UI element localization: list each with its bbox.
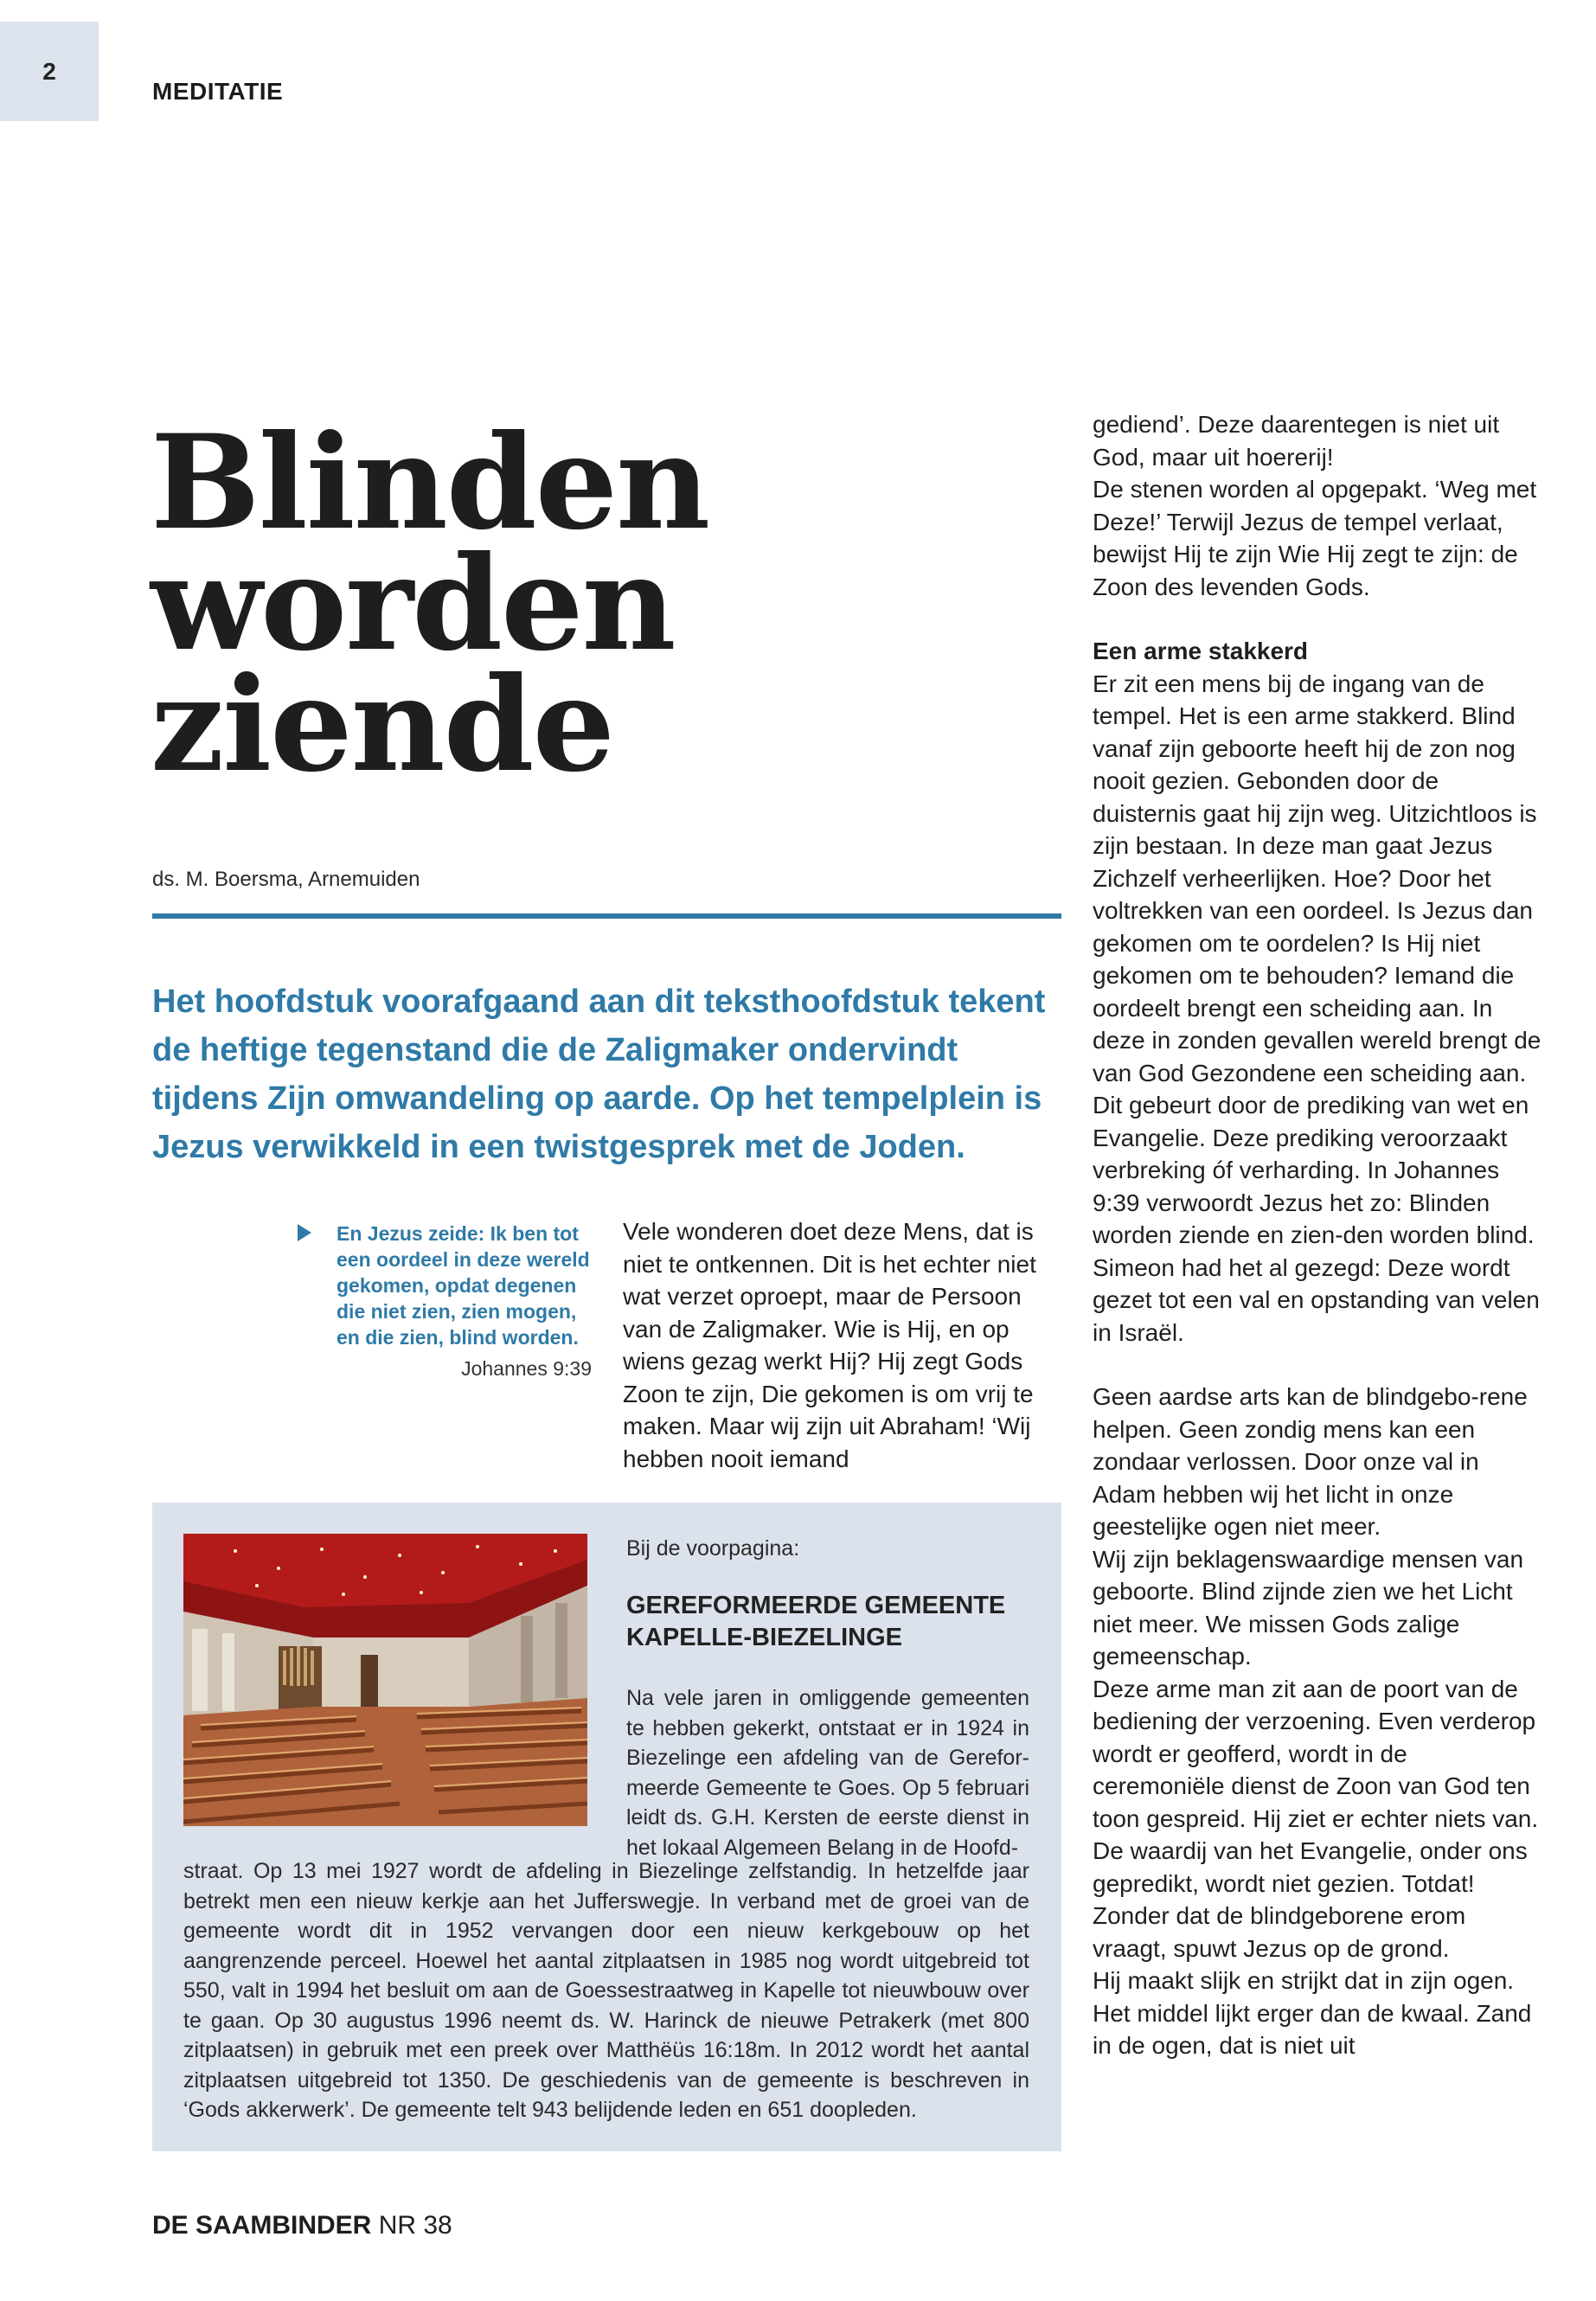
box-text-beside-photo: Na vele jaren in omliggende gemeenten te hebben gekerkt, ontstaat er in 1924 in Biezelinge een afdeling van de Gerefor-meerde Gemeente te Goes. Op 5 februari leidt ds. G.H. Kersten de eerste dienst in het lokaal Algemeen Belang in de Hoofd- [626, 1686, 1029, 1860]
body-column-middle: Vele wonderen doet deze Mens, dat is niet te ontkennen. Dit is het echter niet wat verzet oproept, maar de Persoon van de Zaligmaker. Wie is Hij, en op wiens gezag werkt Hij? Hij zegt Gods Zoon te zijn, Die gekomen is om vrij te maken. Maar wij zijn uit Abraham! ‘Wij hebben nooit iemand [623, 1218, 1036, 1472]
box-subtitle: Bij de voorpagina: [626, 1536, 800, 1561]
body-paragraph: Deze arme man zit aan de poort van de bediening der verzoening. Even verderop wordt er geofferd, wordt in de ceremoniële dienst de Zoon van God ten toon gespreid. Hij ziet er echter niets van. De waardij van het Evangelie, onder ons gepredikt, wordt niet gezien. Totdat! [1093, 1675, 1539, 1897]
quote-reference: Johannes 9:39 [461, 1357, 592, 1380]
body-paragraph: De stenen worden al opgepakt. ‘Weg met Deze!’ Terwijl Jezus de tempel verlaat, bewijst Hij te zijn Wie Hij zegt te zijn: de Zoon des levenden Gods. [1093, 476, 1537, 600]
body-paragraph: Hij maakt slijk en strijkt dat in zijn ogen. Het middel lijkt erger dan de kwaal. Zand in de ogen, dat is niet uit [1093, 1967, 1532, 2059]
body-paragraph: Wij zijn beklagenswaardige mensen van geboorte. Blind zijnde zien we het Licht niet meer. We missen Gods zalige gemeenschap. [1093, 1545, 1524, 1670]
subheading: Een arme stakkerd [1093, 638, 1309, 664]
issue-number: NR 38 [378, 2211, 452, 2240]
page-number: 2 [0, 22, 99, 121]
bible-quote [298, 1221, 592, 1381]
page-footer [152, 2211, 452, 2240]
body-paragraph: gediend’. Deze daarentegen is niet uit God, maar uit hoererij! [1093, 411, 1500, 471]
title-line: worden [151, 528, 675, 680]
body-column-right [1093, 408, 1542, 2062]
body-paragraph: Zonder dat de blindgeborene erom vraagt, spuwt Jezus op de grond. [1093, 1902, 1466, 1962]
title-line: Blinden [151, 407, 709, 559]
title-line: ziende [151, 649, 613, 801]
church-interior-photo [183, 1534, 587, 1826]
divider-rule [152, 913, 1061, 919]
article-title [151, 407, 709, 801]
box-text-full-width: straat. Op 13 mei 1927 wordt de afdeling in Biezelinge zelfstandig. In hetzelfde jaar betrekt men een nieuw kerkje aan het Jufferswegje. In verband met de groei van de gemeente wordt dit in 1952 vervangen door een nieuw kerkgebouw op het aangrenzende perceel. Hoewel het aantal zitplaatsen in 1985 nog wordt uitgebreid tot 550, valt in 1994 het besluit om aan de Goessestraatweg in Kapelle tot nieuwbouw over te gaan. Op 30 augustus 1996 neemt ds. W. Harinck de nieuwe Petrakerk (met 800 zitplaatsen) in gebruik met een preek over Matthëüs 16:18m. In 2012 wordt het aantal zitplaatsen uitgebreid tot 1350. De geschiedenis van de gemeente is beschreven in ‘Gods akkerwerk’. De gemeente telt 943 belijdende leden en 651 doopleden. [183, 1859, 1029, 2122]
author-byline: ds. M. Boersma, Arnemuiden [152, 868, 420, 891]
quote-text: En Jezus zeide: Ik ben tot een oordeel in deze wereld gekomen, opdat degenen die niet zien, zien mogen, en die zien, blind worden. [337, 1222, 590, 1349]
magazine-name: DE SAAMBINDER [152, 2211, 372, 2240]
section-label: MEDITATIE [152, 78, 284, 105]
lead-paragraph: Het hoofdstuk voorafgaand aan dit teksthoofdstuk tekent de heftige tegenstand die de Zaligmaker ondervindt tijdens Zijn omwandeling op aarde. Op het tempelplein is Jezus verwikkeld in een twistgesprek met de Joden. [152, 984, 1046, 1165]
triangle-arrow-icon [298, 1224, 311, 1241]
body-paragraph: Geen aardse arts kan de blindgebo-rene helpen. Geen zondig mens kan een zondaar verlossen. Door onze val in Adam hebben wij het licht in onze geestelijke ogen niet meer. [1093, 1383, 1528, 1540]
box-title: GEREFORMEERDE GEMEENTE KAPELLE-BIEZELINGE [626, 1592, 1006, 1651]
body-paragraph: Er zit een mens bij de ingang van de tempel. Het is een arme stakkerd. Blind vanaf zijn geboorte heeft hij de zon nog nooit gezien. Gebonden door de duisternis gaat hij zijn weg. Uitzichtloos is zijn bestaan. In deze man gaat Jezus Zichzelf verheerlijken. Hoe? Door het voltrekken van een oordeel. Is Jezus dan gekomen om te oordelen? Is Hij niet gekomen om te behouden? Iemand die oordeelt brengt een scheiding aan. In deze in zonden gevallen wereld brengt de van God Gezondene een scheiding aan. Dit gebeurt door de prediking van wet en Evangelie. Deze prediking veroorzaakt verbreking óf verharding. In Johannes 9:39 verwoordt Jezus het zo: Blinden worden ziende en zien-den worden blind. Simeon had het al gezegd: Deze wordt gezet tot een val en opstanding van velen in Israël. [1093, 670, 1542, 1346]
